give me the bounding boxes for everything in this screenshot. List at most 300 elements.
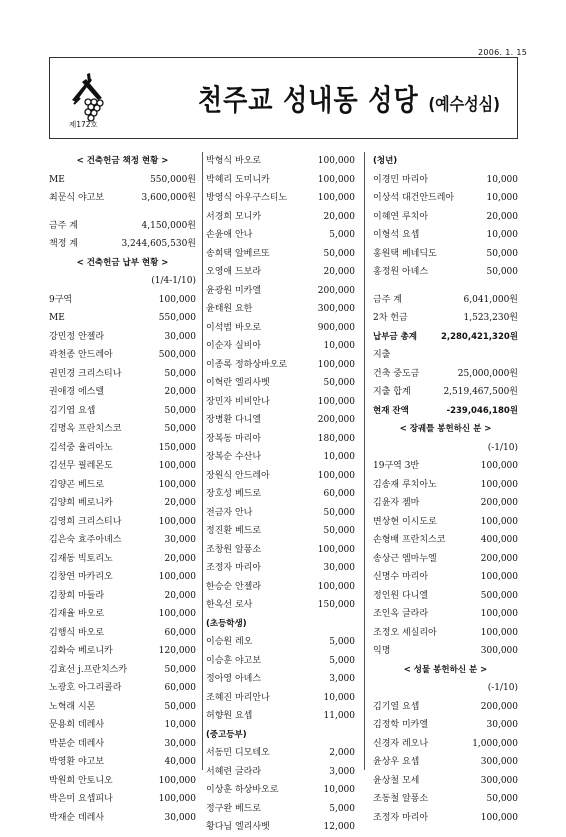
amount: 10,000 bbox=[486, 230, 518, 240]
donor-name: 9구역 bbox=[49, 294, 73, 305]
donation-row bbox=[373, 624, 518, 643]
amount: 60,000 bbox=[323, 489, 355, 499]
donor-name: 박은미 요셉피나 bbox=[49, 794, 113, 804]
donation-row bbox=[373, 263, 518, 282]
column-divider bbox=[364, 152, 365, 770]
amount: 180,000 bbox=[317, 433, 355, 444]
donation-row bbox=[49, 346, 196, 365]
donation-row bbox=[206, 189, 355, 208]
donor-name: 서혜련 글라라 bbox=[206, 766, 262, 777]
donation-row bbox=[206, 800, 355, 819]
amount: 50,000 bbox=[486, 267, 518, 277]
donor-name: 김효선 j.프란치스카 bbox=[49, 664, 128, 675]
amount: 5,000 bbox=[329, 655, 355, 666]
donor-name: 19구역 3반 bbox=[373, 461, 420, 471]
amount: 100,000 bbox=[158, 609, 196, 619]
amount: 60,000 bbox=[164, 627, 196, 638]
donation-row bbox=[49, 476, 196, 495]
donor-name: 건축 중도금 bbox=[373, 368, 420, 379]
amount: 100,000 bbox=[158, 572, 196, 582]
donation-row bbox=[49, 735, 196, 754]
donor-name: 김영희 크리스티나 bbox=[49, 516, 122, 527]
donor-name: 변상현 이시도로 bbox=[373, 516, 437, 527]
donation-row bbox=[373, 365, 518, 384]
donor-name: 김행식 바오로 bbox=[49, 627, 105, 638]
donor-name: 최문식 야고보 bbox=[49, 193, 105, 203]
donor-name: 박재순 데레사 bbox=[49, 812, 105, 823]
donation-row bbox=[373, 189, 518, 208]
donation-row bbox=[373, 245, 518, 264]
donation-row bbox=[49, 809, 196, 828]
donation-row bbox=[49, 550, 196, 569]
donation-row bbox=[49, 642, 196, 661]
amount: 50,000 bbox=[164, 664, 196, 675]
bulletin-header bbox=[49, 57, 518, 139]
donation-row bbox=[49, 513, 196, 532]
amount: 100,000 bbox=[317, 581, 355, 592]
donation-row bbox=[206, 485, 355, 504]
donor-name: 이승원 레오 bbox=[206, 637, 253, 647]
amount: 200,000 bbox=[480, 553, 518, 564]
donation-row bbox=[206, 245, 355, 264]
donation-row bbox=[49, 439, 196, 458]
donor-name: 김창연 마카리오 bbox=[49, 572, 113, 582]
amount: 550,000 bbox=[158, 313, 196, 323]
donor-name: 조정오 세실리아 bbox=[373, 627, 437, 638]
donation-row bbox=[373, 790, 518, 809]
donation-row bbox=[206, 689, 355, 708]
column-divider bbox=[202, 152, 203, 770]
amount: 30,000 bbox=[323, 563, 355, 573]
amount: 300,000 bbox=[480, 646, 518, 656]
donor-name: 홍정원 아녜스 bbox=[373, 267, 429, 277]
donation-row bbox=[206, 208, 355, 227]
donor-name: 전금자 안나 bbox=[206, 507, 253, 518]
amount: 1,523,230원 bbox=[463, 313, 518, 323]
amount: 20,000 bbox=[164, 590, 196, 601]
donation-row bbox=[49, 235, 196, 254]
spacer bbox=[49, 208, 196, 217]
amount: 60,000 bbox=[164, 683, 196, 693]
donor-name: 이승훈 야고보 bbox=[206, 655, 262, 666]
amount: 5,000 bbox=[329, 803, 355, 814]
donor-name: 금주 계 bbox=[373, 294, 402, 305]
donation-row bbox=[206, 633, 355, 652]
donation-row bbox=[206, 374, 355, 393]
donation-row bbox=[49, 679, 196, 698]
donor-name: 허향원 요셉 bbox=[206, 711, 253, 721]
amount: 300,000 bbox=[480, 775, 518, 786]
donation-row bbox=[373, 346, 518, 365]
donation-row bbox=[373, 698, 518, 717]
page-title bbox=[198, 78, 500, 119]
amount: 100,000 bbox=[480, 572, 518, 582]
donation-row bbox=[373, 208, 518, 227]
amount: 10,000 bbox=[486, 174, 518, 185]
amount: 100,000 bbox=[480, 627, 518, 638]
donation-row bbox=[49, 790, 196, 809]
donation-row bbox=[373, 809, 518, 828]
donor-name: 김창희 마들라 bbox=[49, 590, 105, 601]
donor-name: 윤상우 요셉 bbox=[373, 757, 420, 767]
amount: 20,000 bbox=[323, 211, 355, 222]
donation-row bbox=[206, 652, 355, 671]
column-right bbox=[373, 152, 518, 827]
donation-row bbox=[49, 309, 196, 328]
donation-row bbox=[206, 430, 355, 449]
donor-name: 김양희 베로니카 bbox=[49, 498, 113, 508]
amount: 200,000 bbox=[480, 498, 518, 508]
donation-row bbox=[49, 494, 196, 513]
amount: 100,000 bbox=[158, 294, 196, 305]
donor-name: 이혜연 루치아 bbox=[373, 211, 429, 222]
date-range-note: (1/4-1/10) bbox=[151, 276, 196, 286]
donor-name: ME bbox=[49, 174, 65, 185]
donor-name: 김기열 요셉 bbox=[373, 701, 420, 712]
donor-name: 이순자 실비아 bbox=[206, 341, 262, 351]
donor-name: 윤광원 미카엘 bbox=[206, 285, 262, 296]
donation-row bbox=[49, 753, 196, 772]
donation-row bbox=[206, 818, 355, 837]
donor-name: 정아영 아녜스 bbox=[206, 674, 262, 684]
amount: 2,280,421,320원 bbox=[440, 331, 518, 342]
donor-name: 지출 bbox=[373, 350, 391, 360]
amount: 50,000 bbox=[486, 794, 518, 804]
amount: 100,000 bbox=[480, 479, 518, 490]
donation-row bbox=[49, 291, 196, 310]
donation-row bbox=[49, 189, 196, 208]
donor-name: 조혜진 마리안나 bbox=[206, 692, 270, 703]
donor-name: 장원식 안드레아 bbox=[206, 470, 270, 481]
donation-row bbox=[49, 772, 196, 791]
amount: 100,000 bbox=[317, 359, 355, 370]
donor-name: 익명 bbox=[373, 646, 391, 656]
donor-name: 서경희 모니카 bbox=[206, 211, 262, 222]
donor-name: 김재동 빅토리노 bbox=[49, 553, 113, 564]
donor-name: 방영식 아우구스티노 bbox=[206, 193, 288, 203]
amount: 20,000 bbox=[323, 267, 355, 277]
group-heading: (초등학생) bbox=[206, 618, 247, 629]
amount: 3,244,605,530원 bbox=[121, 239, 196, 249]
donation-row bbox=[206, 744, 355, 763]
donor-name: 김양곤 베드로 bbox=[49, 479, 105, 490]
donation-row bbox=[206, 467, 355, 486]
donor-name: 장민자 비비안나 bbox=[206, 396, 270, 407]
donation-row bbox=[49, 328, 196, 347]
amount: 20,000 bbox=[164, 553, 196, 564]
amount: 100,000 bbox=[158, 479, 196, 490]
amount: 10,000 bbox=[323, 785, 355, 795]
donor-name: 장병환 다니엘 bbox=[206, 415, 262, 425]
donation-row bbox=[206, 171, 355, 190]
amount: 12,000 bbox=[323, 822, 355, 832]
donor-name: 김은숙 효주아녜스 bbox=[49, 535, 122, 545]
donation-row bbox=[373, 550, 518, 569]
donor-name: 김화숙 베로니카 bbox=[49, 646, 113, 656]
donor-name: 송상근 엠마누엘 bbox=[373, 553, 437, 564]
amount: 50,000 bbox=[164, 424, 196, 434]
donor-name: 권애경 에스텔 bbox=[49, 387, 105, 397]
amount: 3,000 bbox=[329, 674, 355, 684]
donor-name: 정인원 다니엘 bbox=[373, 590, 429, 601]
amount: 3,600,000원 bbox=[141, 193, 196, 203]
donation-row bbox=[49, 402, 196, 421]
donation-row bbox=[373, 531, 518, 550]
amount: 200,000 bbox=[317, 415, 355, 425]
donor-name: 신명수 마리아 bbox=[373, 572, 429, 582]
amount: 50,000 bbox=[323, 378, 355, 388]
donation-row bbox=[373, 457, 518, 476]
donation-row bbox=[206, 670, 355, 689]
donation-row bbox=[373, 476, 518, 495]
amount: 300,000 bbox=[480, 757, 518, 767]
amount: 50,000 bbox=[486, 248, 518, 259]
column-left bbox=[49, 152, 196, 827]
section-heading: < 건축헌금 책정 현황 > bbox=[76, 156, 169, 166]
donation-row bbox=[49, 171, 196, 190]
donation-row bbox=[206, 282, 355, 301]
amount: 150,000 bbox=[158, 442, 196, 453]
donation-row bbox=[49, 661, 196, 680]
donor-name: ME bbox=[49, 313, 65, 323]
amount: 100,000 bbox=[158, 794, 196, 804]
amount: 100,000 bbox=[317, 193, 355, 203]
donation-row bbox=[373, 513, 518, 532]
donation-row bbox=[373, 642, 518, 661]
donor-name: 이경민 마리아 bbox=[373, 174, 429, 185]
amount: 2,000 bbox=[329, 748, 355, 758]
donation-row bbox=[206, 559, 355, 578]
donor-name: 권민경 크리스티나 bbox=[49, 368, 122, 379]
amount: 500,000 bbox=[480, 590, 518, 601]
amount: 100,000 bbox=[158, 516, 196, 527]
bulletin-date: 2006. 1. 15 bbox=[478, 48, 528, 57]
date-range-note: (-1/10) bbox=[487, 442, 518, 453]
column-middle bbox=[206, 152, 355, 837]
amount: 100,000 bbox=[480, 461, 518, 471]
donor-name: 이종록 정하상바오로 bbox=[206, 359, 288, 370]
amount: 20,000 bbox=[164, 387, 196, 397]
donor-name: 조창원 알퐁소 bbox=[206, 544, 262, 555]
donor-name: 노광호 아그리콜라 bbox=[49, 683, 122, 693]
donor-name: 김석중 율리아노 bbox=[49, 442, 113, 453]
donor-name: 현재 잔액 bbox=[373, 405, 409, 416]
donor-name: 책정 계 bbox=[49, 239, 78, 249]
donation-row bbox=[373, 716, 518, 735]
donor-name: 이상훈 하상바오로 bbox=[206, 785, 279, 795]
amount: 100,000 bbox=[317, 396, 355, 407]
donation-row bbox=[49, 587, 196, 606]
donor-name: 박원희 안토니오 bbox=[49, 775, 113, 786]
amount: 50,000 bbox=[323, 248, 355, 259]
donor-name: 정구완 베드로 bbox=[206, 803, 262, 814]
donor-name: 조인옥 글라라 bbox=[373, 609, 429, 619]
donation-row bbox=[373, 171, 518, 190]
donor-name: 윤상철 모세 bbox=[373, 775, 420, 786]
amount: 30,000 bbox=[164, 738, 196, 749]
donor-name: 박분순 데레사 bbox=[49, 738, 105, 749]
donor-name: 이형석 요셉 bbox=[373, 230, 420, 240]
donation-row bbox=[49, 365, 196, 384]
amount: 500,000 bbox=[158, 350, 196, 360]
donation-row bbox=[373, 735, 518, 754]
donation-row bbox=[206, 337, 355, 356]
donor-name: 조정자 마리아 bbox=[206, 563, 262, 573]
donor-name: 노혁래 시몬 bbox=[49, 701, 96, 712]
amount: 550,000원 bbox=[150, 174, 196, 185]
amount: 10,000 bbox=[486, 193, 518, 203]
donation-row bbox=[373, 291, 518, 310]
amount: 30,000 bbox=[486, 720, 518, 730]
donation-row bbox=[206, 522, 355, 541]
donor-name: 박혜리 도미니카 bbox=[206, 174, 270, 185]
donor-name: 서동민 디모테오 bbox=[206, 748, 270, 758]
donation-row bbox=[49, 716, 196, 735]
amount: 3,000 bbox=[329, 766, 355, 777]
donation-row bbox=[373, 568, 518, 587]
amount: 100,000 bbox=[317, 156, 355, 166]
donor-name: 조정자 마리아 bbox=[373, 812, 429, 823]
amount: 20,000 bbox=[486, 211, 518, 222]
cross-grapes-logo-icon bbox=[68, 72, 106, 122]
donation-row bbox=[206, 504, 355, 523]
amount: 30,000 bbox=[164, 331, 196, 342]
donor-name: 강민정 안젤라 bbox=[49, 331, 105, 342]
amount: 150,000 bbox=[317, 600, 355, 610]
donation-row bbox=[373, 383, 518, 402]
donation-row bbox=[49, 605, 196, 624]
section-heading: < 장궤틀 봉헌하신 분 > bbox=[399, 424, 492, 434]
donor-name: 오영애 드보라 bbox=[206, 267, 262, 277]
donation-row bbox=[373, 772, 518, 791]
spacer bbox=[373, 282, 518, 291]
donor-name: 홍원택 베네딕도 bbox=[373, 248, 437, 259]
donation-row bbox=[373, 587, 518, 606]
donor-name: 이석범 바오로 bbox=[206, 322, 262, 333]
donation-row bbox=[206, 263, 355, 282]
donor-name: 김선무 필레몬도 bbox=[49, 461, 113, 471]
amount: 2,519,467,500원 bbox=[443, 387, 518, 397]
amount: 100,000 bbox=[317, 470, 355, 481]
donation-row bbox=[206, 596, 355, 615]
donation-row bbox=[49, 624, 196, 643]
donor-name: 김정학 미카엘 bbox=[373, 720, 429, 730]
donation-row bbox=[49, 420, 196, 439]
parish-name: 천주교 성내동 성당 bbox=[198, 83, 419, 118]
donation-row bbox=[373, 605, 518, 624]
amount: 50,000 bbox=[164, 368, 196, 379]
donation-row bbox=[206, 763, 355, 782]
group-heading: (중고등부) bbox=[206, 729, 247, 740]
amount: 25,000,000원 bbox=[457, 368, 518, 379]
issue-number: 제172호 bbox=[69, 120, 98, 129]
donor-name: 이상석 대건안드레아 bbox=[373, 193, 455, 203]
amount: 11,000 bbox=[323, 711, 355, 721]
donor-name: 신경자 레오나 bbox=[373, 738, 429, 749]
donor-name: 장호성 베드로 bbox=[206, 489, 262, 499]
amount: 30,000 bbox=[164, 812, 196, 823]
donation-row bbox=[206, 356, 355, 375]
donor-name: 김재율 바오로 bbox=[49, 609, 105, 619]
donation-row bbox=[206, 707, 355, 726]
donor-name: 지출 합계 bbox=[373, 387, 411, 397]
donation-row bbox=[206, 448, 355, 467]
donation-row bbox=[206, 226, 355, 245]
donation-row bbox=[373, 226, 518, 245]
donor-name: 손윤애 안나 bbox=[206, 230, 253, 240]
amount: 1,000,000 bbox=[472, 738, 518, 749]
donor-name: 황다님 엘리사벳 bbox=[206, 822, 270, 832]
donor-name: 납부금 총계 bbox=[373, 331, 418, 342]
donation-row bbox=[49, 457, 196, 476]
donation-row bbox=[49, 698, 196, 717]
amount: 200,000 bbox=[480, 701, 518, 712]
donation-row bbox=[206, 393, 355, 412]
section-heading: < 건축헌금 납부 현황 > bbox=[76, 257, 169, 268]
amount: 50,000 bbox=[164, 405, 196, 416]
amount: 100,000 bbox=[317, 174, 355, 185]
amount: 200,000 bbox=[317, 285, 355, 296]
amount: -239,046,180원 bbox=[446, 405, 518, 416]
amount: 400,000 bbox=[480, 535, 518, 545]
amount: 10,000 bbox=[323, 452, 355, 462]
donation-row bbox=[49, 383, 196, 402]
donation-row bbox=[373, 753, 518, 772]
group-heading: (청년) bbox=[373, 156, 398, 166]
donor-name: 장복순 수산나 bbox=[206, 452, 262, 462]
amount: 50,000 bbox=[323, 526, 355, 536]
amount: 4,150,000원 bbox=[141, 220, 196, 231]
amount: 30,000 bbox=[164, 535, 196, 545]
donor-name: 정진환 베드로 bbox=[206, 526, 262, 536]
amount: 900,000 bbox=[317, 322, 355, 333]
donor-name: 금주 계 bbox=[49, 220, 78, 231]
amount: 5,000 bbox=[329, 637, 355, 647]
donor-name: 손형배 프란치스코 bbox=[373, 535, 446, 545]
donation-row bbox=[206, 541, 355, 560]
amount: 100,000 bbox=[158, 775, 196, 786]
donation-row bbox=[49, 217, 196, 236]
amount: 100,000 bbox=[480, 516, 518, 527]
amount: 100,000 bbox=[317, 544, 355, 555]
donation-row bbox=[373, 494, 518, 513]
amount: 5,000 bbox=[329, 230, 355, 240]
amount: 20,000 bbox=[164, 498, 196, 508]
donor-name: 한옥선 로사 bbox=[206, 600, 253, 610]
amount: 300,000 bbox=[317, 304, 355, 314]
donor-name: 박형식 바오로 bbox=[206, 156, 262, 166]
amount: 50,000 bbox=[323, 507, 355, 518]
donor-name: 2차 헌금 bbox=[373, 313, 408, 323]
amount: 100,000 bbox=[480, 812, 518, 823]
donor-name: 박영환 야고보 bbox=[49, 757, 105, 767]
donation-row bbox=[49, 568, 196, 587]
donation-row bbox=[206, 578, 355, 597]
donation-row bbox=[49, 531, 196, 550]
donor-name: 한승순 안젤라 bbox=[206, 581, 262, 592]
donation-row bbox=[206, 152, 355, 171]
donation-row bbox=[206, 300, 355, 319]
donor-name: 윤태원 요한 bbox=[206, 304, 253, 314]
donor-name: 김명옥 프란치스코 bbox=[49, 424, 122, 434]
total-row bbox=[373, 328, 518, 347]
section-heading: < 성물 봉헌하신 분 > bbox=[403, 664, 488, 675]
donor-name: 송희택 알베르또 bbox=[206, 248, 270, 259]
amount: 40,000 bbox=[164, 757, 196, 767]
donation-row bbox=[206, 319, 355, 338]
donation-row bbox=[206, 411, 355, 430]
donor-name: 이혁란 엘리사벳 bbox=[206, 378, 270, 388]
